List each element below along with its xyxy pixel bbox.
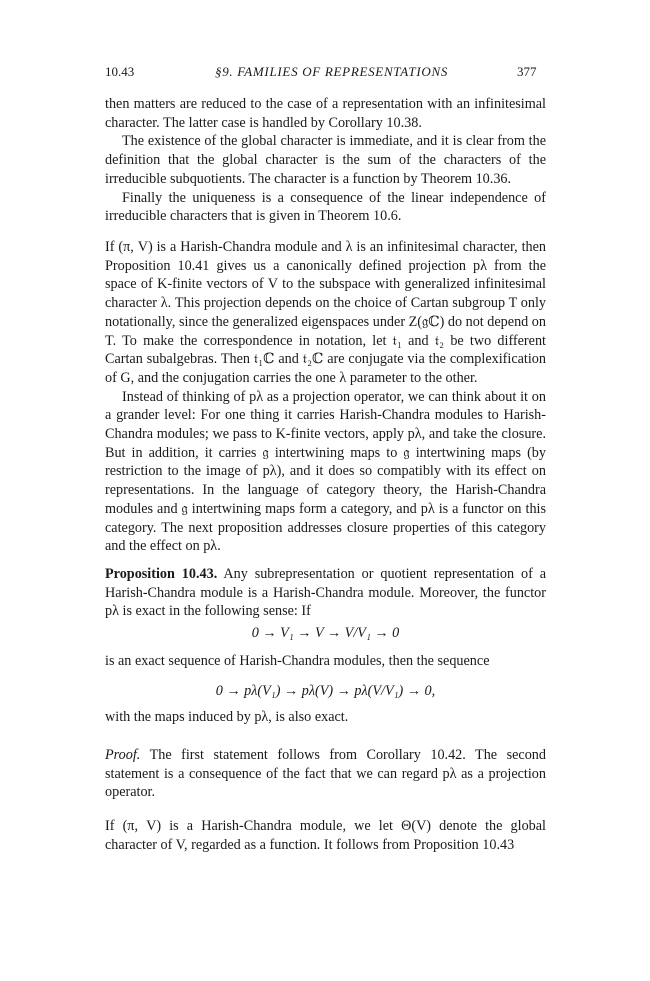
paragraph: If (π, V) is a Harish-Chandra module and λ is an infinitesimal character, then Proposition 10.41 gives us a canonically defined projection pλ from the space of K-finite vectors of V to the subspace with generalized infinitesimal character λ. This projection depends on the choice of Cartan subgroup T only notationally, since the generalized eigenspaces under Z(𝔤ℂ) do not depend on T. To make the correspondence in notation, let 𝔱₁ and 𝔱₂ be two different Cartan subalgebras. Then 𝔱₁ℂ and 𝔱₂ℂ are conjugate via the complexification of G, and the conjugation carries the one λ parameter to the other. — [105, 239, 546, 386]
paragraph: is an exact sequence of Harish-Chandra modules, then the sequence — [105, 653, 490, 669]
proposition-middle — [105, 652, 546, 671]
paragraph: with the maps induced by pλ, is also exact. — [105, 709, 349, 725]
paragraph: Finally the uniqueness is a consequence of the linear independence of irreducible characters that is given in Theorem 10.6. — [105, 189, 546, 225]
display-equation-2 — [105, 682, 546, 700]
proof-block — [105, 746, 546, 802]
text-block-2 — [105, 238, 546, 556]
page-number: 377 — [517, 64, 537, 79]
proposition-label: Proposition 10.43. — [105, 566, 218, 582]
text-block-3 — [105, 817, 546, 854]
paragraph: Instead of thinking of pλ as a projection operator, we can think about it on a grander level: For one thing it carries Harish-Chandra modules to Harish-Chandra modules; we pass to K-finite vectors, apply pλ, and take the closure. But in addition, it carries 𝔤 intertwining maps to 𝔤 intertwining maps (by restriction to the image of pλ), and it does so compatibly with its effect on representations. In the language of category theory, the Harish-Chandra modules and 𝔤 intertwining maps form a category, and pλ is a functor on this category. The next proposition addresses closure properties of this category and the effect on pλ. — [105, 388, 546, 555]
proposition-end — [105, 708, 546, 727]
proof-label: Proof. — [105, 747, 141, 763]
proposition-text: Any subrepresentation or quotient representation of a Harish-Chandra module is a Harish-Chandra module. Moreover, the functor pλ is exact in the following sense: If — [105, 566, 546, 620]
running-head: §9. FAMILIES OF REPRESENTATIONS — [215, 64, 449, 79]
paragraph: The existence of the global character is immediate, and it is clear from the definition that the global character is the sum of the characters of the irreducible subquotients. The character is a function by Theorem 10.36. — [105, 133, 546, 187]
proposition-statement — [105, 565, 546, 621]
text-block-1 — [105, 95, 546, 226]
proof-text: The first statement follows from Corollary 10.42. The second statement is a consequence of the fact that we can regard pλ as a projection operator. — [105, 747, 546, 801]
display-equation-1 — [105, 624, 546, 642]
exact-sequence: 0 → V₁ → V → V/V₁ → 0 — [251, 625, 400, 641]
exact-sequence-projected: 0 → pλ(V₁) → pλ(V) → pλ(V/V₁) → 0, — [215, 683, 436, 699]
paragraph: then matters are reduced to the case of a representation with an infinitesimal character. The latter case is handled by Corollary 10.38. — [105, 96, 546, 131]
paragraph: If (π, V) is a Harish-Chandra module, we let Θ(V) denote the global character of V, regarded as a function. It follows from Proposition 10.43 — [105, 818, 546, 853]
section-number: 10.43 — [105, 64, 135, 79]
